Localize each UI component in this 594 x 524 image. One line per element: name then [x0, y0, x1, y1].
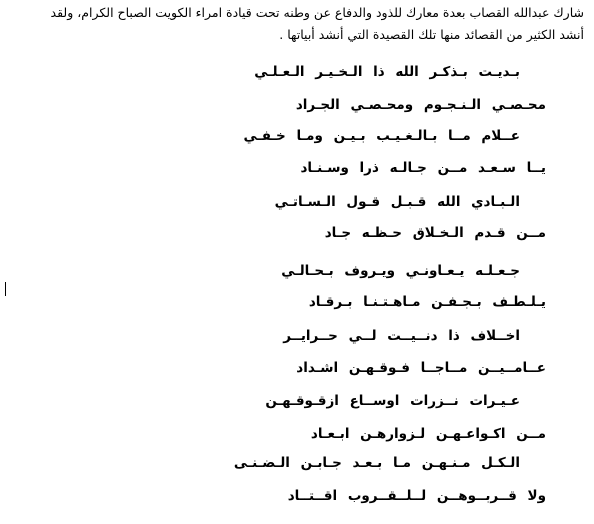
poem-verse-10: عــامــيــن مــاجــا فـوقـهـن اشـداد — [296, 360, 546, 376]
poem-verse-12: مــن اكـواعـهـن لـزوارهـن ابـعـاد — [310, 426, 546, 442]
poem-verse-3: عــلام مــا بـالـغـيـب بـيـن ومـا خـفـي — [243, 128, 520, 144]
poem-verse-6: مــن قـدم الـخـلاق حـظـه جـاد — [324, 225, 546, 241]
text-cursor-mark — [5, 282, 6, 296]
poem-verse-13: الـكـل مـنـهـن مـا بـعـد جـابـن الـضـنـى — [233, 455, 520, 471]
poem-verse-9: اخــلاف ذا دنــيــت لــي حــرايــر — [283, 328, 520, 344]
poem-verse-11: عـيـرات نــزرات اوســاع ازقـوقـهـن — [265, 393, 520, 409]
poem-verse-8: يـلـطـف بـجـفـن مـاهـتـنـا بـرقـاد — [308, 294, 546, 310]
poem-verse-14: ولا قــربــوهــن لــلــقــروب اقــتــاد — [287, 488, 546, 504]
intro-line-2: أنشد الكثير من القصائد منها تلك القصيدة التي أنشد أبياتها . — [279, 27, 584, 42]
poem-verse-4: يــا سـعـد مــن جـالـه ذرا وسـنـاد — [300, 160, 546, 176]
poem-verse-2: محـصـي الـنـجـوم ومحـصـي الجـراد — [295, 97, 546, 113]
poem-verse-5: الـبـادي الله قـبـل قـول الـسـاتـي — [274, 194, 520, 210]
intro-line-1: شارك عبدالله القصاب بعدة معارك للذود والدفاع عن وطنه تحت قيادة امراء الكويت الصباح الكرام، ولقد — [50, 5, 584, 20]
poem-verse-7: جـعـلـه يـعـاونـي ويـروف بـحـالـي — [281, 263, 520, 279]
poem-verse-1: بـديـت بـذكـر الله ذا الـخـيـر الـعـلـي — [254, 64, 520, 80]
